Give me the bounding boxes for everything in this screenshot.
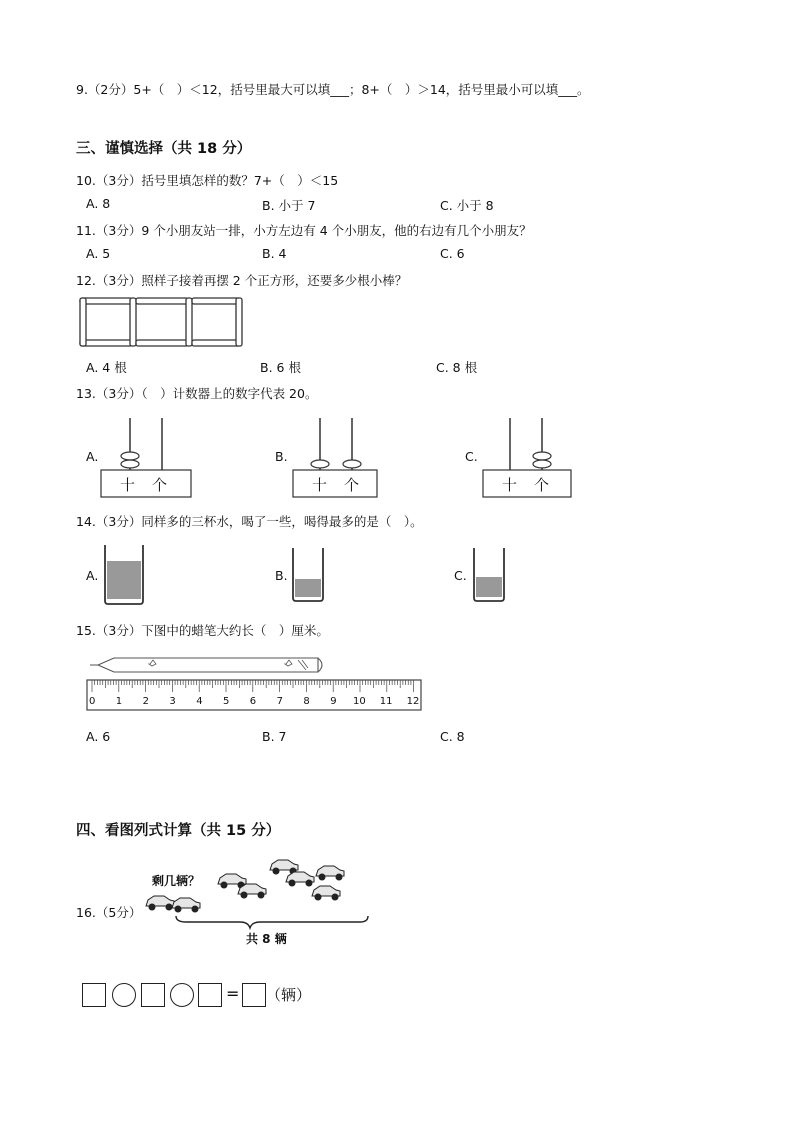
total-brace [176,916,368,928]
q15-option-a[interactable]: A. 6 [86,729,111,744]
operator-circle-2[interactable] [170,983,194,1007]
q11-option-c[interactable]: C. 6 [440,246,465,261]
q11-option-a[interactable]: A. 5 [86,246,111,261]
question-9: 9.（2分）5+（ ）＜12，括号里最大可以填___；8+（ ）＞14，括号里最小可以填___。 [76,82,590,97]
ruler-number: 4 [196,696,203,707]
answer-box-2[interactable] [141,983,165,1007]
section-4-title: 四、看图列式计算（共 15 分） [76,823,281,839]
q13-option-b[interactable]: B. [275,449,288,464]
q14-option-a[interactable]: A. [86,568,99,583]
section-3-title: 三、谨慎选择（共 18 分） [76,141,252,157]
q12-option-a[interactable]: A. 4 根 [86,360,127,375]
question-15-stem: 15.（3分）下图中的蜡笔大约长（ ）厘米。 [76,623,329,638]
ruler-number: 2 [142,696,149,707]
abacus-b-ones-label: 个 [344,476,360,494]
ruler-number: 5 [223,696,230,707]
abacus-a-ones-label: 个 [152,476,168,494]
q11-option-b[interactable]: B. 4 [262,246,287,261]
ruler-number: 1 [115,696,123,707]
ruler-number: 3 [169,696,176,707]
water-cup-c [472,546,506,602]
abacus-a [100,414,192,498]
answer-box-3[interactable] [198,983,222,1007]
question-13-stem: 13.（3分）（ ）计数器上的数字代表 20。 [76,386,318,401]
ruler-number: 10 [353,696,366,707]
equals-sign: = [226,984,240,1003]
q14-option-c[interactable]: C. [454,568,467,583]
answer-box-1[interactable] [82,983,106,1007]
abacus-c-tens-label: 十 [502,476,518,494]
ruler-number: 11 [379,696,393,707]
q13-option-a[interactable]: A. [86,449,99,464]
question-11-stem: 11.（3分）9 个小朋友站一排，小方左边有 4 个小朋友，他的右边有几个小朋友？ [76,223,532,238]
answer-box-result[interactable] [242,983,266,1007]
water-cup-a [102,543,146,605]
ruler-number: 0 [89,696,96,707]
ruler-number: 6 [249,696,257,707]
unit-label: （辆） [266,986,312,1004]
question-14-stem: 14.（3分）同样多的三杯水，喝了一些，喝得最多的是（ ）。 [76,514,423,529]
water-cup-b [291,546,325,602]
question-10-stem: 10.（3分）括号里填怎样的数？7+（ ）＜15 [76,173,339,188]
abacus-b [292,414,378,498]
abacus-c-ones-label: 个 [534,476,550,494]
abacus-a-tens-label: 十 [120,476,136,494]
ruler-number: 9 [330,696,337,707]
question-16-label: 16.（5分） [76,905,142,920]
q15-option-b[interactable]: B. 7 [262,729,287,744]
abacus-b-tens-label: 十 [312,476,328,494]
crayon-image [90,658,322,672]
q10-option-c[interactable]: C. 小于 8 [440,198,494,213]
remaining-question-bubble: 剩几辆？ [152,874,201,888]
car-icons [146,860,344,912]
q12-option-b[interactable]: B. 6 根 [260,360,301,375]
operator-circle-1[interactable] [112,983,136,1007]
q14-option-b[interactable]: B. [275,568,288,583]
q12-option-c[interactable]: C. 8 根 [436,360,478,375]
total-cars-label: 共 8 辆 [246,932,287,946]
question-12-stem: 12.（3分）照样子接着再摆 2 个正方形，还要多少根小棒？ [76,273,408,288]
cars-picture [138,852,378,938]
ruler-number: 7 [276,696,283,707]
matchstick-squares-figure [78,296,243,348]
ruler-number: 8 [303,696,310,707]
ruler-number: 12 [406,696,420,707]
abacus-c [482,414,572,498]
q15-option-c[interactable]: C. 8 [440,729,465,744]
q10-option-b[interactable]: B. 小于 7 [262,198,316,213]
q10-option-a[interactable]: A. 8 [86,196,111,211]
q13-option-c[interactable]: C. [465,449,478,464]
